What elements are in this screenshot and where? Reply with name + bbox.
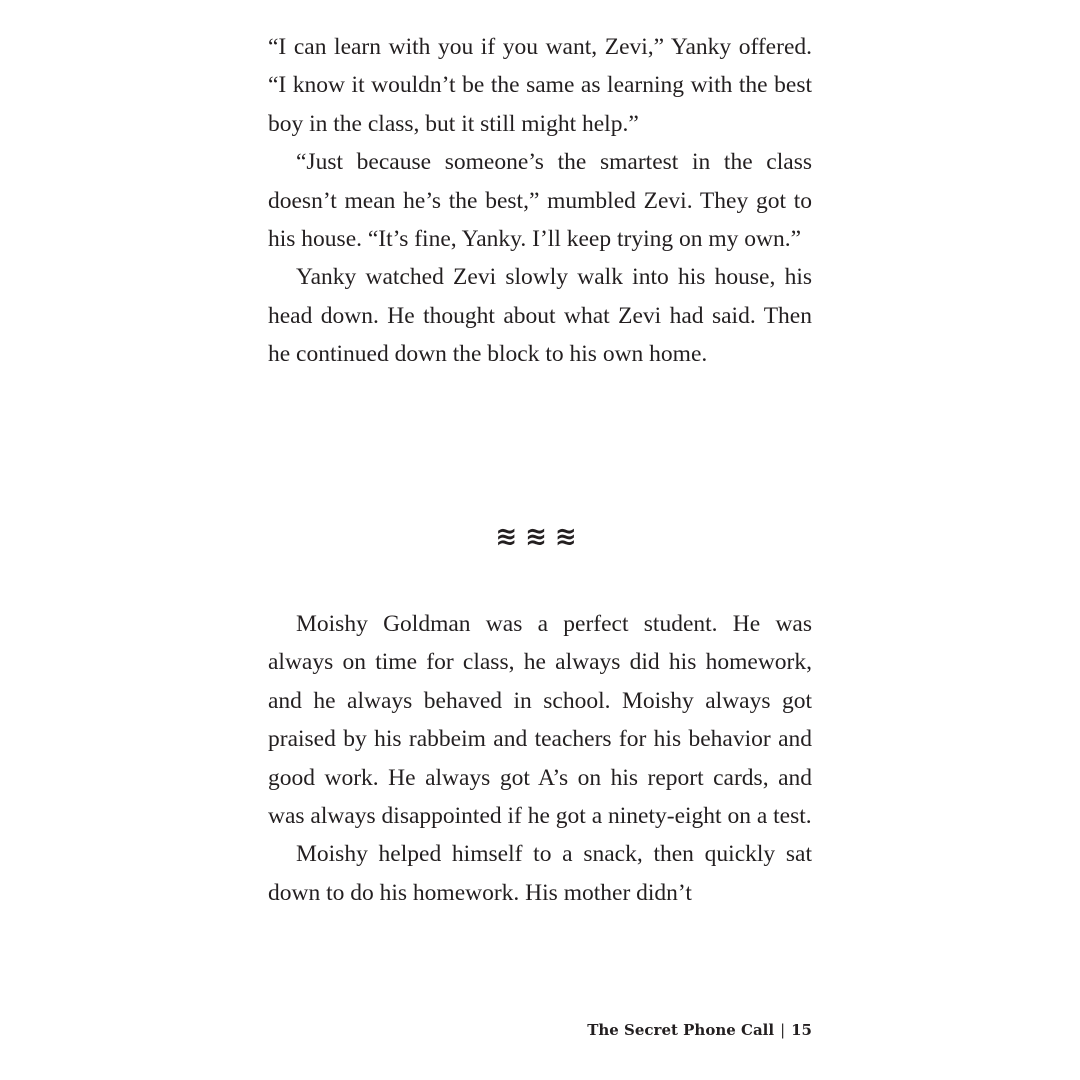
running-footer bbox=[587, 1021, 812, 1039]
page-text-bottom bbox=[268, 605, 812, 912]
page-number: 15 bbox=[791, 1021, 812, 1039]
paragraph-2: “Just because someone’s the smartest in the class doesn’t mean he’s the best,” mumbled Zevi. They got to his house. “It’s fine, Yanky. I’ll keep trying on my own.” bbox=[268, 149, 812, 253]
page-text-top bbox=[268, 28, 812, 374]
paragraph-3: Yanky watched Zevi slowly walk into his house, his head down. He thought about what Zevi had said. Then he continued down the block to his own home. bbox=[268, 264, 812, 368]
section-break-ornament: ≋≋≋ bbox=[495, 522, 585, 552]
paragraph-5: Moishy helped himself to a snack, then quickly sat down to do his homework. His mother didn’t bbox=[268, 841, 812, 906]
footer-book-title: The Secret Phone Call bbox=[587, 1021, 775, 1039]
paragraph-4: Moishy Goldman was a perfect student. He was always on time for class, he always did his homework, and he always behaved in school. Moishy always got praised by his rabbeim and teachers for his behavior and good work. He always got A’s on his report cards, and was always disappointed if he got a ninety-eight on a test. bbox=[268, 611, 812, 830]
paragraph-1: “I can learn with you if you want, Zevi,” Yanky offered. “I know it wouldn’t be the same as learning with the best boy in the class, but it still might help.” bbox=[268, 34, 812, 137]
footer-separator: | bbox=[780, 1021, 786, 1039]
